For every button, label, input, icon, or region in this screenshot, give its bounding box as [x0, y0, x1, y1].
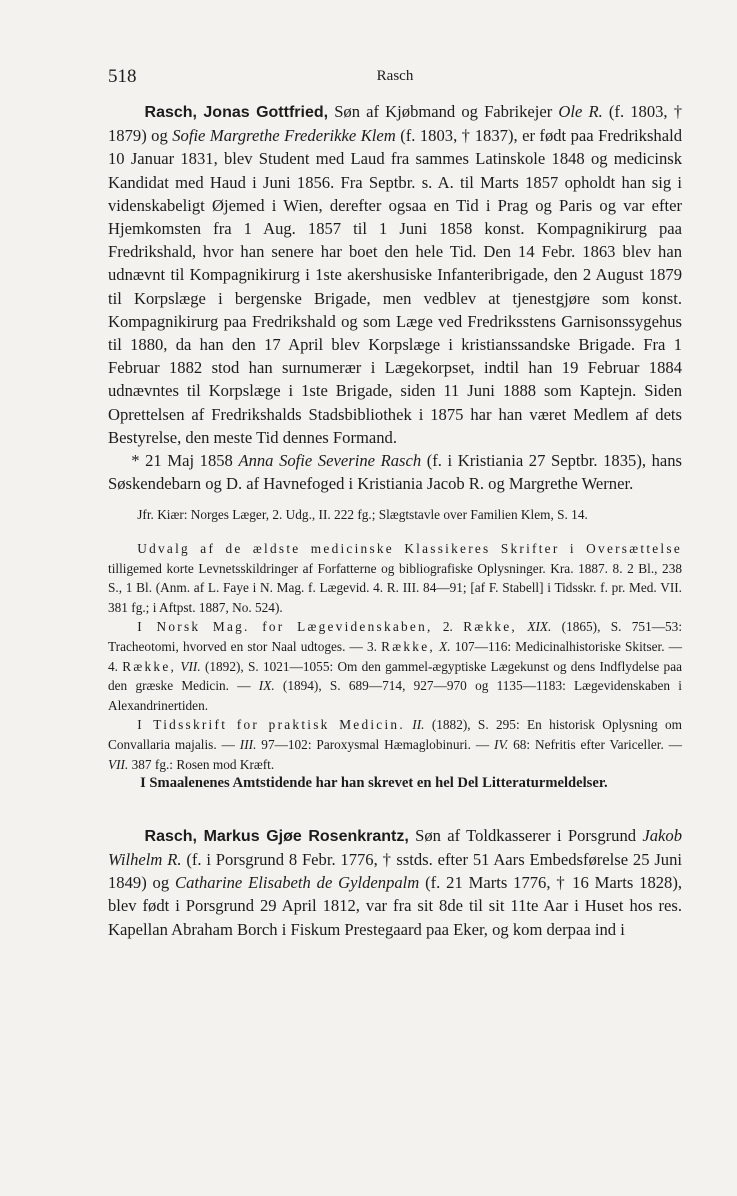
works-tidsskrift: I Tidsskrift for praktisk Medicin. II. (1882), S. 295: En historisk Oplysning om Convallaria majalis. — III. 97—102: Paroxysmal Hæmaglobinuri. — IV. 68: Nefritis efter Variceller. — VII. 387 fg.: Rosen mod Kræft. — [108, 717, 683, 772]
spouse-name: Anna Sofie Severine Rasch — [238, 451, 422, 471]
entry-name: Rasch, Jonas Gottfried, — [144, 104, 329, 121]
mother-name: Sofie Margrethe Frederikke Klem — [172, 126, 396, 146]
works-norsk-mag: I Norsk Mag. for Lægevidenskaben, 2. Række, XIX. (1865), S. 751—53: Tracheotomi, hvorved en stor Naal udtoges. — 3. Række, X. 107—116: Medicinalhistoriske Skitser. — 4. Række, VII. (1892), S. 1021—1055: Om den gammel-ægyptiske Lægekunst og dens Indflydelse paa den græske Medicin. — IX. (1894), S. 689—714, 927—970 og 1135—1183: Lægevidenskaben i Alexandrinertiden. — [108, 619, 683, 713]
running-title: Rasch — [376, 68, 414, 84]
reference-note: Jfr. Kiær: Norges Læger, 2. Udg., II. 222 fg.; Slægtstavle over Familien Klem, S. 14. — [137, 507, 588, 523]
entry-name: Rasch, Markus Gjøe Rosenkrantz, — [144, 827, 409, 845]
entry-rasch-jonas-biography: Rasch, Jonas Gottfried, Søn af Kjøbmand og Fabrikejer Ole R. (f. 1803, † 1879) og Sofie Margrethe Frederikke Klem (f. 1803, † 1837), er født paa Fredrikshald 10 Januar 1831, blev Student med Laud fra sammes Latinskole 1848 og medicinsk Kandidat med Haud i Juni 1856. Fra Septbr. s. A. til Marts 1857 opholdt han sig i videnskabeligt Øjemed i Wien, derefter ogsaa en Tid i Prag og Paris og var efter Hjemkomsten fra 1 Aug. 1857 til 1 Juni 1858 konst. Kompagnikirurg paa Fredrikshald, hvor han senere har boet den hele Tid. Den 14 Febr. 1863 blev han udnævnt til Kompagnikirurg i 1ste akershusiske Infanteribrigade, den 2 August 1879 til Korpslæge i bergenske Brigade, men vedblev at tjenestgjøre som konst. Kompagnikirurg paa Fredrikshald og som Læge ved Fredriksstens Garnisonssygehus til 1880, da han den 17 April blev Korpslæge i kristianssandske Brigade. Fra 1 Februar 1882 stod han surnumerær i Lægekorpset, indtil han 19 Februar 1884 udnævntes til Korpslæge i 1ste Brigade, siden 11 Juni 1888 som Kaptejn. Siden Oprettelsen af Fredrikshalds Stadsbibliothek i 1875 har han været Medlem af dets Bestyrelse, den meste Tid dennes Formand. — [108, 102, 682, 447]
marriage-paragraph: * 21 Maj 1858 Anna Sofie Severine Rasch (f. i Kristiania 27 Septbr. 1835), hans Søskendebarn og D. af Havnefoged i Kristiania Jacob R. og Margrethe Werner. — [108, 451, 683, 494]
page-header — [108, 66, 682, 92]
work-title: Udvalg af de ældste medicinske Klassikeres Skrifter i Oversættelse — [137, 541, 682, 557]
fraktur-note: I Smaalenenes Amtstidende har han skrevet en hel Del Litteraturmeldelser. — [140, 775, 608, 792]
page-body — [108, 100, 682, 941]
mother-name: Catharine Elisabeth de Gyldenpalm — [175, 873, 420, 893]
entry-rasch-markus-biography: Rasch, Markus Gjøe Rosenkrantz, Søn af Toldkasserer i Porsgrund Jakob Wilhelm R. (f. i Porsgrund 8 Febr. 1776, † sstds. efter 51 Aars Embedsførelse 25 Juni 1849) og Catharine Elisabeth de Gyldenpalm (f. 21 Marts 1776, † 16 Marts 1828), blev født i Porsgrund 29 April 1812, var fra sit 8de til sit 11te Aar i Huset hos res. Kapellan Abraham Borch i Fiskum Prestegaard paa Eker, og kom derpaa ind i — [108, 825, 683, 939]
father-name: Jakob Wilhelm R. — [108, 825, 682, 869]
works-udvalg: Udvalg af de ældste medicinske Klassikeres Skrifter i Oversættelse tilligemed korte Levnetsskildringer af Forfatterne og bibliografiske Oplysninger. Kra. 1887. 8. 2 Bl., 238 S., 1 Bl. (Anm. af L. Faye i N. Mag. f. Lægevid. 4. R. III. 84—91; [af F. Stabell] i Tidsskr. f. pr. Med. VII. 381 fg.; i Aftpst. 1887, No. 524). — [108, 541, 682, 615]
father-name: Ole R. — [558, 102, 603, 121]
page-number: 518 — [108, 66, 137, 87]
